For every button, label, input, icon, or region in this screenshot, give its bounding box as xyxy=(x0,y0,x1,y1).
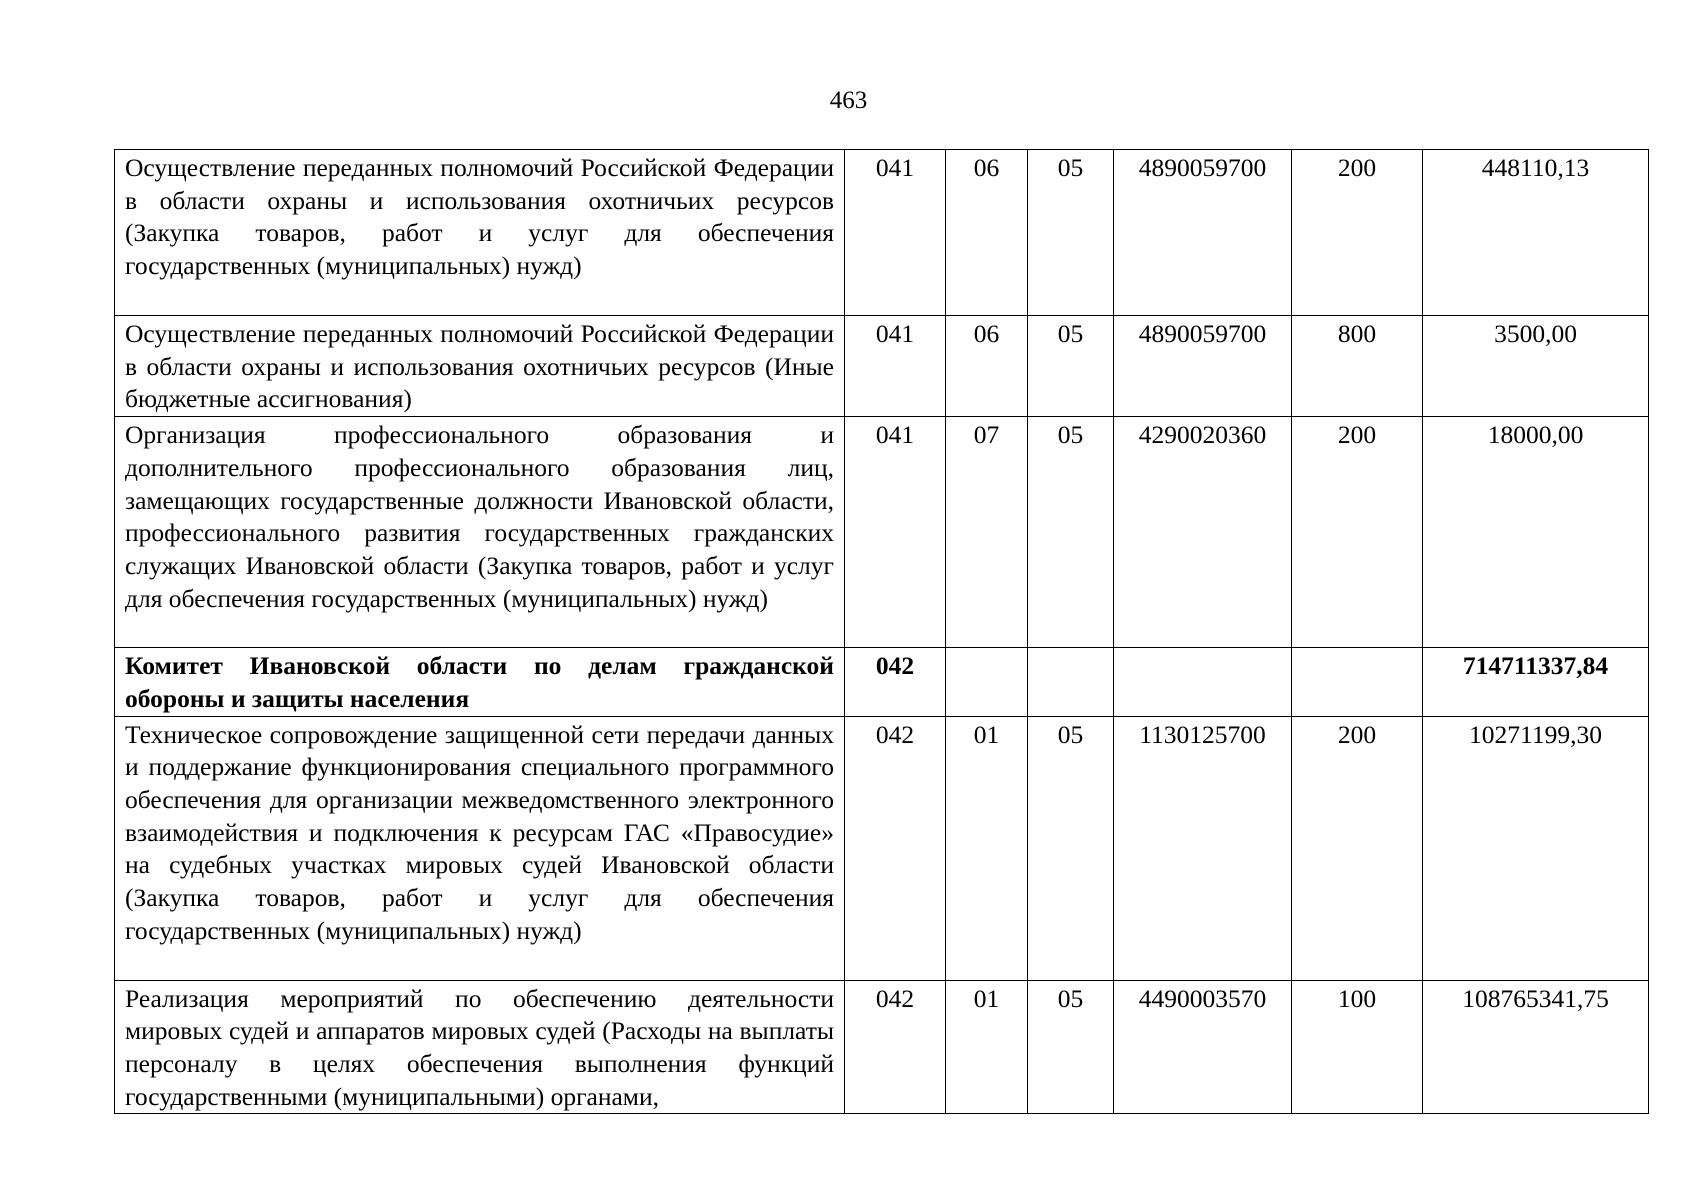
subsection-code: 05 xyxy=(1028,716,1114,980)
table-row xyxy=(115,316,1649,417)
amount: 18000,00 xyxy=(1423,417,1649,648)
row-name: Техническое сопровождение защищенной сети передачи данных и поддержание функционирования специального программного обеспечения для организации межведомственного электронного взаимодействия и подключения к ресурсам ГАС «Правосудие» на судебных участках мировых судей Ивановской области (Закупка товаров, работ и услуг для обеспечения государственных (муниципальных) нужд) xyxy=(115,716,845,980)
subsection-code: 05 xyxy=(1028,980,1114,1114)
page-number: 463 xyxy=(829,87,868,114)
grbs-code: 041 xyxy=(845,316,946,417)
section-code: 07 xyxy=(946,417,1028,648)
subsection-code: 05 xyxy=(1028,150,1114,316)
amount: 108765341,75 xyxy=(1423,980,1649,1114)
budget-table xyxy=(114,149,1649,1114)
target-article-code: 4890059700 xyxy=(1114,150,1292,316)
grbs-code: 042 xyxy=(845,648,946,716)
target-article-code: 4890059700 xyxy=(1114,316,1292,417)
row-name: Комитет Ивановской области по делам гражданской обороны и защиты населения xyxy=(115,648,845,716)
table-row xyxy=(115,980,1649,1114)
expense-type-code: 200 xyxy=(1292,150,1423,316)
grbs-code: 042 xyxy=(845,980,946,1114)
section-code xyxy=(946,648,1028,716)
grbs-code: 041 xyxy=(845,150,946,316)
target-article-code: 4490003570 xyxy=(1114,980,1292,1114)
expense-type-code: 100 xyxy=(1292,980,1423,1114)
table-row xyxy=(115,417,1649,648)
expense-type-code: 200 xyxy=(1292,716,1423,980)
section-code: 06 xyxy=(946,150,1028,316)
row-name: Организация профессионального образования и дополнительного профессионального образования лиц, замещающих государственные должности Ивановской области, профессионального развития государственных гражданских служащих Ивановской области (Закупка товаров, работ и услуг для обеспечения государственных (муниципальных) нужд) xyxy=(115,417,845,648)
table-row xyxy=(115,150,1649,316)
target-article-code xyxy=(1114,648,1292,716)
subsection-code xyxy=(1028,648,1114,716)
table-row-department xyxy=(115,648,1649,716)
expense-type-code xyxy=(1292,648,1423,716)
amount: 10271199,30 xyxy=(1423,716,1649,980)
grbs-code: 042 xyxy=(845,716,946,980)
target-article-code: 4290020360 xyxy=(1114,417,1292,648)
amount: 714711337,84 xyxy=(1423,648,1649,716)
grbs-code: 041 xyxy=(845,417,946,648)
row-name: Осуществление переданных полномочий Российской Федерации в области охраны и использования охотничьих ресурсов (Закупка товаров, работ и услуг для обеспечения государственных (муниципальных) нужд) xyxy=(115,150,845,316)
section-code: 01 xyxy=(946,716,1028,980)
expense-type-code: 800 xyxy=(1292,316,1423,417)
table-row xyxy=(115,716,1649,980)
amount: 3500,00 xyxy=(1423,316,1649,417)
row-name: Осуществление переданных полномочий Российской Федерации в области охраны и использования охотничьих ресурсов (Иные бюджетные ассигнования) xyxy=(115,316,845,417)
section-code: 06 xyxy=(946,316,1028,417)
amount: 448110,13 xyxy=(1423,150,1649,316)
target-article-code: 1130125700 xyxy=(1114,716,1292,980)
row-name: Реализация мероприятий по обеспечению деятельности мировых судей и аппаратов мировых судей (Расходы на выплаты персоналу в целях обеспечения выполнения функций государственными (муниципальными) органами, xyxy=(115,980,845,1114)
expense-type-code: 200 xyxy=(1292,417,1423,648)
subsection-code: 05 xyxy=(1028,417,1114,648)
section-code: 01 xyxy=(946,980,1028,1114)
subsection-code: 05 xyxy=(1028,316,1114,417)
